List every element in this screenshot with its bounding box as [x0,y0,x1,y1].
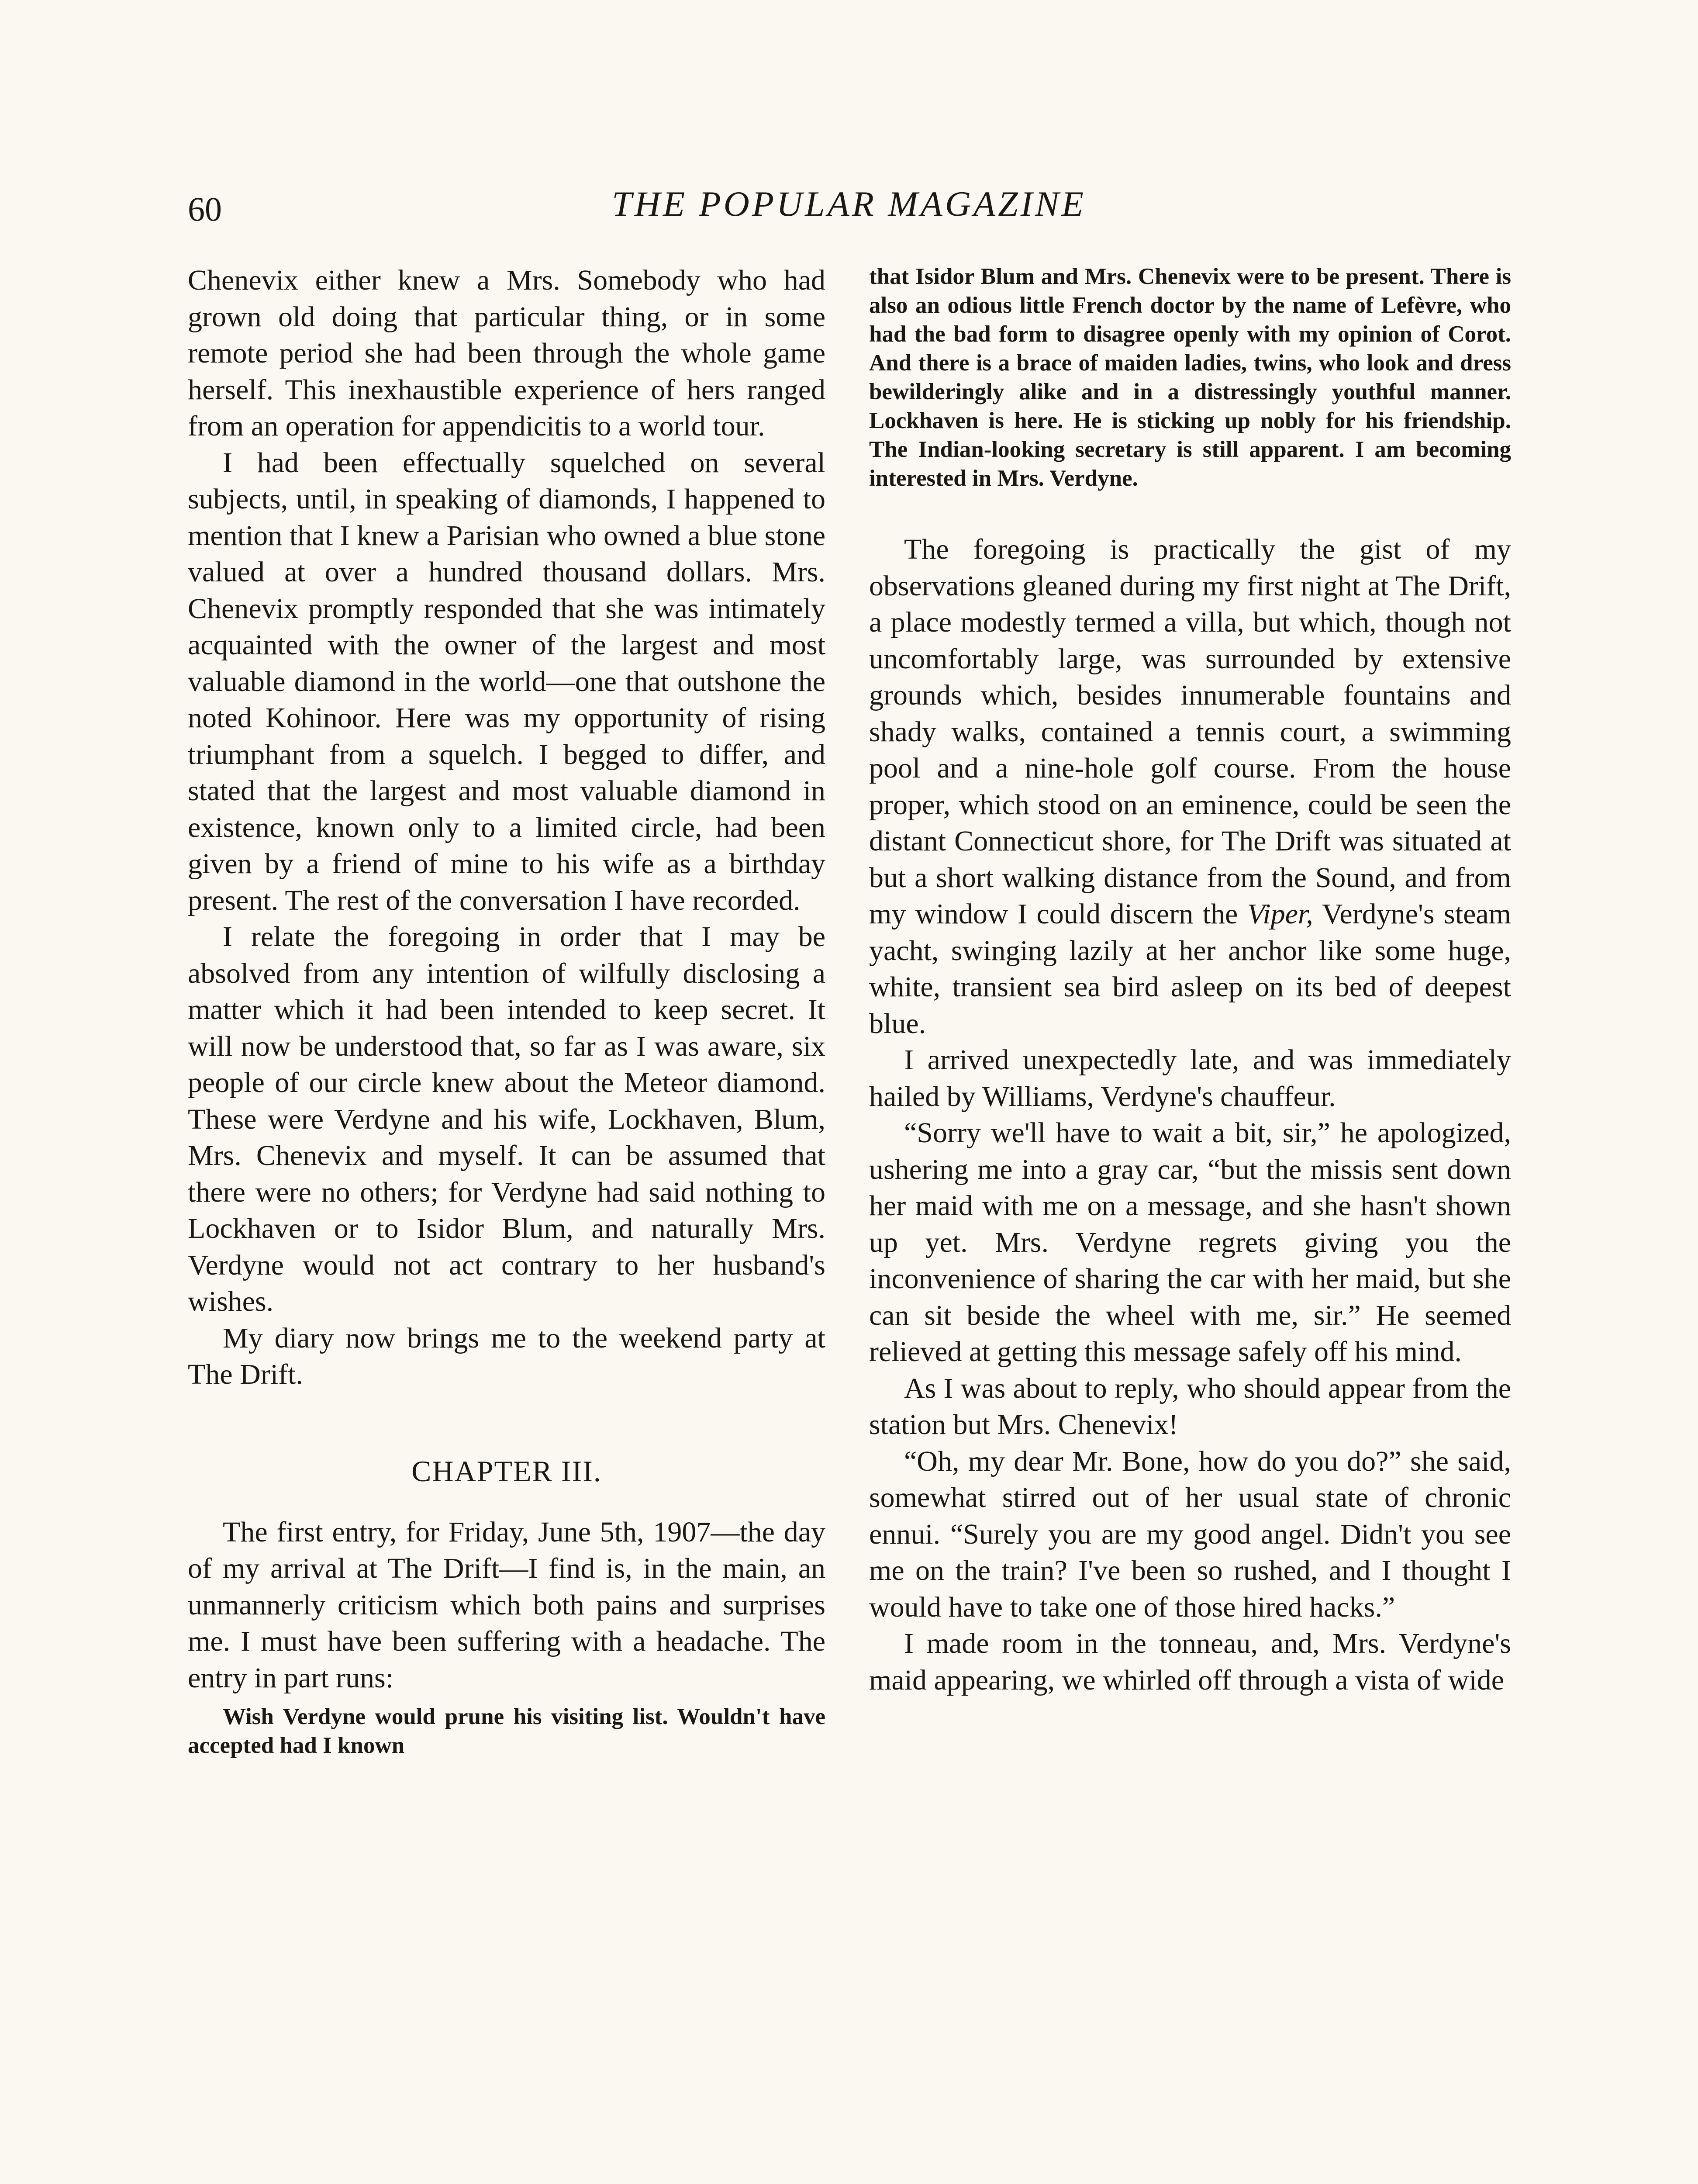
paragraph: I relate the foregoing in order that I may be absolved from any intention of wilfully disclosing a matter which it had been intended to keep secret. It will now be understood that, so far as I was aware, six people of our circle knew about the Meteor diamond. These were Verdyne and his wife, Lockhaven, Blum, Mrs. Chenevix and myself. It can be assumed that there were no others; for Verdyne had said nothing to Lockhaven or to Isidor Blum, and naturally Mrs. Verdyne would not act contrary to her husband's wishes. [188,921,825,1317]
paragraph: Chenevix either knew a Mrs. Somebody who had grown old doing that particular thing, or in some remote period she had been through the whole game herself. This inexhaustible experience of hers ranged from an operation for appendicitis to a world tour. [188,264,825,442]
paragraph: I had been effectually squelched on several subjects, until, in speaking of diamonds, I happened to mention that I knew a Parisian who owned a blue stone valued at over a hundred thousand dollars. Mrs. Chenevix promptly responded that she was intimately acquainted with the owner of the largest and most valuable diamond in the world—one that outshone the noted Kohinoor. Here was my opportunity of rising triumphant from a squelch. I begged to differ, and stated that the largest and most valuable diamond in existence, known only to a limited circle, had been given by a friend of mine to his wife as a birthday present. The rest of the conversation I have recorded. [188,446,825,916]
paragraph: The first entry, for Friday, June 5th, 1907—the day of my arrival at The Drift—I find is, in the main, an unmannerly criticism which both pains and surprises me. I must have been suffering with a headache. The entry in part runs: [188,1516,825,1694]
paragraph: I made room in the tonneau, and, Mrs. Verdyne's maid appearing, we whirled off through a vista of wide [869,1628,1511,1696]
right-column [869,262,1511,1698]
paragraph [869,531,1511,1042]
paragraph: My diary now brings me to the weekend party at The Drift. [188,1322,825,1390]
paragraph-text: The foregoing is practically the gist of my observations gleaned during my first night at The Drift, a place modestly termed a villa, but which, though not uncomfortably large, was surrounded by extensive grounds which, besides innumerable fountains and shady walks, contained a tennis court, a swimming pool and a nine-hole golf course. From the house proper, which stood on an eminence, could be seen the distant Connecticut shore, for The Drift was situated at but a short walking distance from the Sound, and from my window I could discern the [869,533,1511,930]
running-title: THE POPULAR MAGAZINE [612,184,1086,224]
diary-quote-continued: that Isidor Blum and Mrs. Chenevix were to be present. There is also an odious little French doctor by the name of Lefèvre, who had the bad form to disagree openly with my opinion of Corot. And there is a brace of maiden ladies, twins, who look and dress bewilderingly alike and in a distressingly youthful manner. Lockhaven is here. He is sticking up nobly for his friendship. The Indian-looking secretary is still apparent. I am becoming interested in Mrs. Verdyne. [869,264,1511,491]
left-column [188,262,825,1760]
paragraph-text: Verdyne's steam yacht, swinging lazily at her anchor like some huge, white, transient sea bird asleep on its bed of deepest blue. [869,898,1511,1040]
page-number: 60 [188,190,222,228]
page-header [188,183,1510,232]
diary-quote: Wish Verdyne would prune his visiting list. Wouldn't have accepted had I known [188,1704,825,1758]
paragraph: As I was about to reply, who should appear from the station but Mrs. Chenevix! [869,1372,1511,1441]
paragraph: I arrived unexpectedly late, and was immediately hailed by Williams, Verdyne's chauffeur. [869,1044,1511,1113]
yacht-name: Viper, [1247,898,1313,930]
chapter-heading: CHAPTER III. [411,1454,602,1488]
paragraph: “Oh, my dear Mr. Bone, how do you do?” she said, somewhat stirred out of her usual state of chronic ennui. “Surely you are my good angel. Didn't you see me on the train? I've been so rushed, and I thought I would have to take one of those hired hacks.” [869,1445,1511,1623]
paragraph: “Sorry we'll have to wait a bit, sir,” he apologized, ushering me into a gray car, “but the missis sent down her maid with me on a message, and she hasn't shown up yet. Mrs. Verdyne regrets giving you the inconvenience of sharing the car with her maid, but she can sit beside the wheel with me, sir.” He seemed relieved at getting this message safely off his mind. [869,1117,1511,1368]
